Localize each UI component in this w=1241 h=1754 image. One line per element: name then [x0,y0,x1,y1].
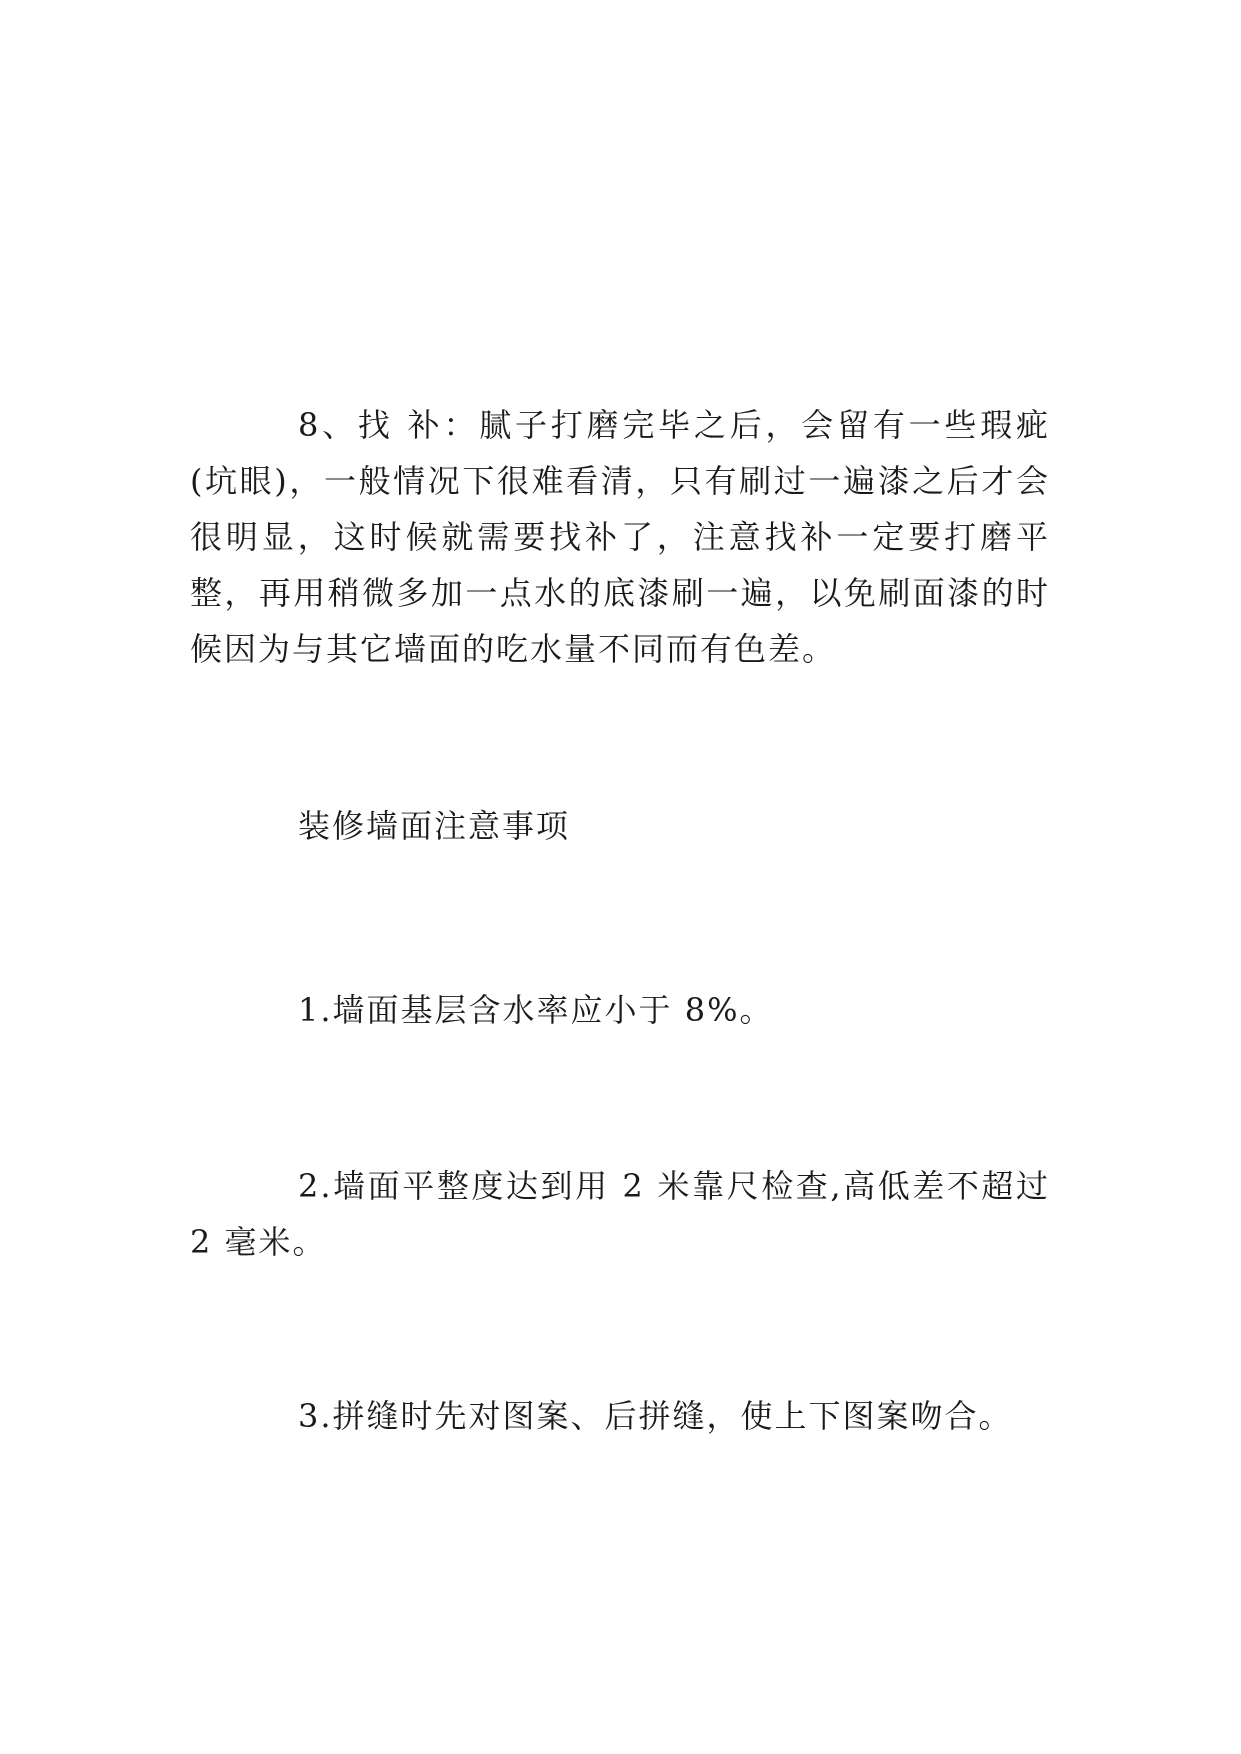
paragraph-patching: 8、找 补：腻子打磨完毕之后，会留有一些瑕疵(坑眼)，一般情况下很难看清，只有刷过一遍漆之后才会很明显，这时候就需要找补了，注意找补一定要打磨平整，再用稍微多加一点水的底漆刷一遍，以免刷面漆的时候因为与其它墙面的吃水量不同而有色差。 [190,406,1050,668]
list-item: 3.拼缝时先对图案、后拼缝，使上下图案吻合。 [298,1397,1013,1435]
section-heading: 装修墙面注意事项 [298,807,571,845]
list-item: 2.墙面平整度达到用 2 米靠尺检查,高低差不超过 2 毫米。 [190,1167,1050,1261]
list-item: 1.墙面基层含水率应小于 8%。 [298,991,774,1029]
